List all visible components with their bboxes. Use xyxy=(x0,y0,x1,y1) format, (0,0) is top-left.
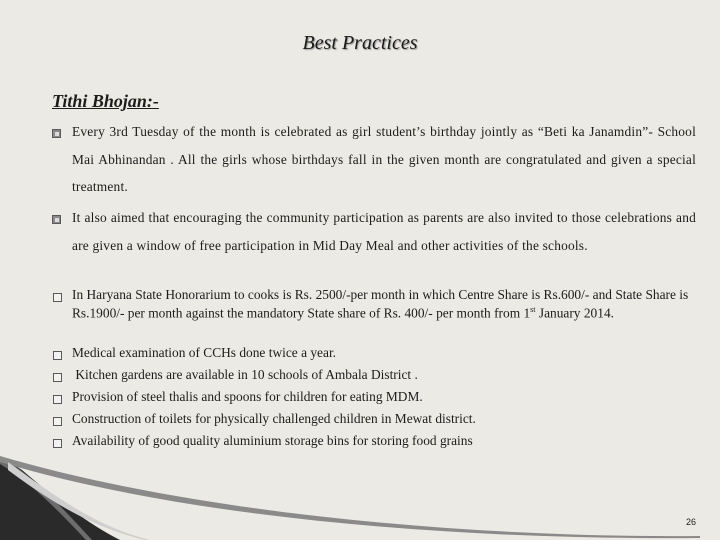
box-bullet-icon xyxy=(53,351,62,360)
box-bullet-icon xyxy=(53,417,62,426)
section-heading: Tithi Bhojan:- xyxy=(52,91,159,111)
page-number: 26 xyxy=(686,517,697,527)
bullet-text: Provision of steel thalis and spoons for children for eating MDM. xyxy=(72,389,423,404)
box-bullet-icon xyxy=(53,395,62,404)
box-bullet-icon xyxy=(53,373,62,382)
square-bullet-icon xyxy=(52,215,61,224)
honorarium-superscript: st xyxy=(530,304,536,314)
honorarium-tail: January 2014. xyxy=(535,304,614,320)
slide-title: Best Practices xyxy=(302,32,418,54)
square-bullet-icon xyxy=(52,129,61,138)
bullet-text: Medical examination of CCHs done twice a year. xyxy=(72,345,337,360)
bullet-text: Construction of toilets for physically challenged children in Mewat district. xyxy=(72,411,476,426)
honorarium-text: In Haryana State Honorarium to cooks is Rs. 2500/-per month in which Centre Share is Rs.600/- and State Share is Rs.1900/- per month against the mandatory State share of Rs. 400/- per month from 1 xyxy=(72,287,689,320)
bullet-text: It also aimed that encouraging the community participation as parents are also invited to those celebrations and are given a window of free participation in Mid Day Meal and other activities of the schools. xyxy=(72,210,696,253)
box-bullet-icon xyxy=(53,293,62,302)
box-bullet-icon xyxy=(53,439,62,448)
bullet-text xyxy=(72,288,694,320)
bullet-text: Every 3rd Tuesday of the month is celebrated as girl student’s birthday jointly as “Beti ka Janamdin”- School Mai Abhinandan . All the girls whose birthdays fall in the given month are congratulated and given a special treatment. xyxy=(72,124,696,194)
bullet-text: Availability of good quality aluminium storage bins for storing food grains xyxy=(72,433,473,448)
bullet-text: Kitchen gardens are available in 10 schools of Ambala District . xyxy=(72,367,418,382)
